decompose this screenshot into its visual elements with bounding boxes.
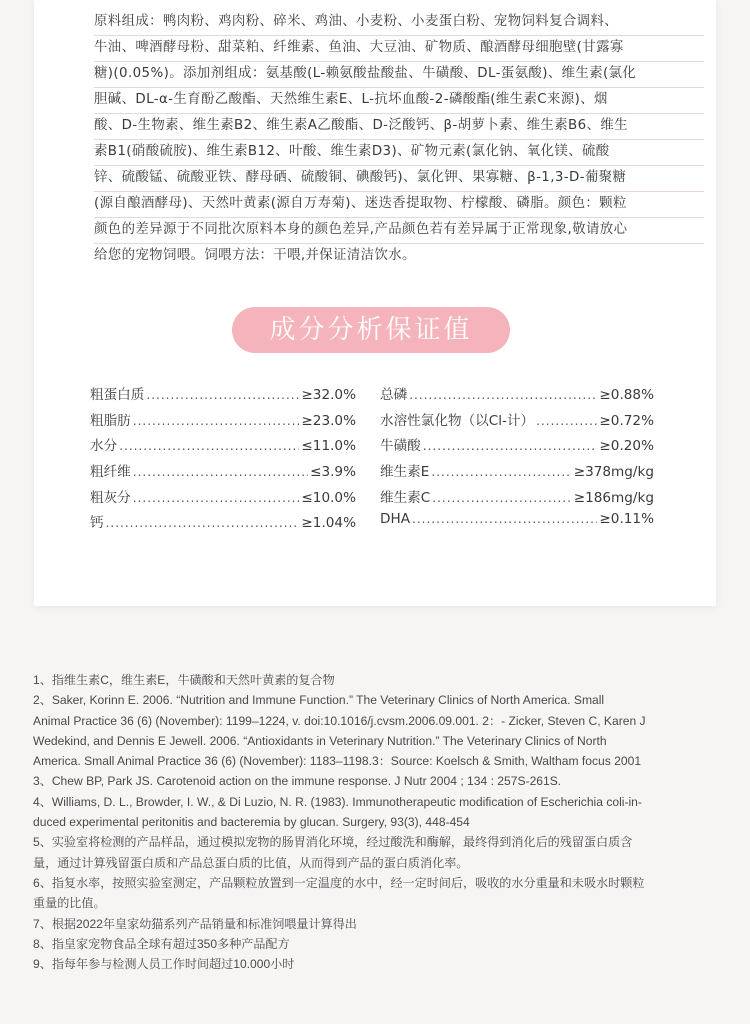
analysis-value: ≥186mg/kg — [573, 489, 654, 506]
dot-leader — [133, 414, 300, 428]
footnote-line: 量，通过计算残留蛋白质和产品总蛋白质的比值，从而得到产品的蛋白质消化率。 — [33, 855, 469, 870]
analysis-value: ≥0.11% — [599, 511, 654, 528]
analysis-row — [380, 383, 654, 409]
analysis-row — [380, 460, 654, 486]
analysis-name: 粗纤维 — [90, 464, 131, 481]
ingredients-line: 糖)(0.05%)。添加剂组成：氨基酸(L-赖氨酸盐酸盐、牛磺酸、DL-蛋氨酸)、维生素(氯化 — [94, 62, 704, 88]
dot-leader — [106, 516, 300, 530]
analysis-value: ≥1.04% — [301, 515, 356, 532]
footnote-line: Wedekind, and Dennis E Jewell. 2006. “Antioxidants in Veterinary Nutrition.” The Veterinary Clinics of North — [33, 733, 607, 748]
footnote-line: 1、指维生素C，维生素E，牛磺酸和天然叶黄素的复合物 — [33, 673, 335, 687]
analysis-row — [380, 434, 654, 460]
analysis-value: ≤10.0% — [301, 489, 356, 506]
footnotes — [33, 670, 723, 974]
analysis-row — [380, 486, 654, 512]
footnote-line: 8、指皇家宠物食品全球有超过350多种产品配方 — [33, 936, 290, 951]
analysis-row — [90, 460, 356, 486]
footnote-line: 9、指每年参与检测人员工作时间超过10.000小时 — [33, 957, 295, 972]
dot-leader — [536, 414, 597, 428]
analysis-name: 水分 — [90, 438, 118, 455]
footnote-line: 重量的比值。 — [33, 896, 106, 911]
footnote-line: America. Small Animal Practice 36 (6) (November): 1183–1198.3：Source: Koelsch & Smith, Waltham focus 2001 — [33, 754, 642, 769]
analysis-name: 维生素C — [380, 489, 431, 506]
ingredients-line: 颜色的差异源于不同批次原料本身的颜色差异,产品颜色若有差异属于正常现象,敬请放心 — [94, 218, 704, 244]
ingredients-line: 牛油、啤酒酵母粉、甜菜粕、纤维素、鱼油、大豆油、矿物质、酿酒酵母细胞壁(甘露寡 — [94, 36, 704, 62]
analysis-row — [90, 434, 356, 460]
ingredients-card — [34, 0, 716, 606]
analysis-column-left — [90, 383, 356, 537]
ingredients-line: 锌、硫酸锰、硫酸亚铁、酵母硒、硫酸铜、碘酸钙)、氯化钾、果寡糖、β-1,3-D-葡聚糖 — [94, 166, 704, 192]
dot-leader — [133, 465, 308, 479]
ingredients-line: 酸、D-生物素、维生素B2、维生素A乙酸酯、D-泛酸钙、β-胡萝卜素、维生素B6、维生 — [94, 114, 704, 140]
section-title-pill: 成分分析保证值 — [232, 307, 510, 353]
footnote-line: 5、实验室将检测的产品样品，通过模拟宠物的肠胃消化环境，经过酸洗和酶解，最终得到消化后的残留蛋白质含 — [33, 835, 633, 850]
analysis-value: ≥378mg/kg — [573, 464, 654, 481]
footnote-line: 2、Saker, Korinn E. 2006. “Nutrition and Immune Function.” The Veterinary Clinics of North America. Small — [33, 693, 605, 708]
footnote-line: 6、指复水率，按照实验室测定，产品颗粒放置到一定温度的水中，经一定时间后，吸收的水分重量和未吸水时颗粒 — [33, 875, 645, 890]
analysis-value: ≥0.72% — [599, 412, 654, 429]
analysis-value: ≤11.0% — [301, 438, 356, 455]
analysis-row — [90, 409, 356, 435]
analysis-row — [380, 511, 654, 537]
analysis-value: ≥23.0% — [301, 412, 356, 429]
footnote-line: duced experimental peritonitis and bacteremia by glucan. Surgery, 93(3), 448-454 — [33, 815, 470, 830]
dot-leader — [412, 512, 597, 526]
analysis-row — [90, 486, 356, 512]
ingredients-line: 胆碱、DL-α-生育酚乙酸酯、天然维生素E、L-抗坏血酸-2-磷酸酯(维生素C来源)、烟 — [94, 88, 704, 114]
analysis-name: 水溶性氯化物（以Cl-计） — [380, 412, 535, 429]
dot-leader — [409, 388, 597, 402]
analysis-row — [380, 409, 654, 435]
analysis-name: 粗蛋白质 — [90, 387, 145, 403]
analysis-value: ≥0.20% — [599, 438, 654, 455]
footnote-line: 7、根据2022年皇家幼猫系列产品销量和标准饲喂量计算得出 — [33, 916, 357, 931]
ingredients-text — [94, 10, 704, 270]
ingredients-line: 原料组成：鸭肉粉、鸡肉粉、碎米、鸡油、小麦粉、小麦蛋白粉、宠物饲料复合调料、 — [94, 10, 704, 36]
dot-leader — [432, 491, 571, 505]
analysis-value: ≤3.9% — [310, 464, 356, 481]
analysis-row — [90, 383, 356, 409]
footnote-line: 4、Williams, D. L., Browder, I. W., & Di Luzio, N. R. (1983). Immunotherapeutic modification of Escherichia coli-in- — [33, 794, 642, 809]
ingredients-line: (源自酿酒酵母)、天然叶黄素(源自万寿菊)、迷迭香提取物、柠檬酸、磷脂。颜色：颗粒 — [94, 192, 704, 218]
analysis-name: 牛磺酸 — [380, 438, 421, 455]
analysis-name: 总磷 — [380, 387, 408, 403]
analysis-row — [90, 511, 356, 537]
analysis-name: DHA — [380, 511, 410, 528]
analysis-value: ≥32.0% — [301, 387, 356, 403]
analysis-column-right — [380, 383, 654, 537]
analysis-name: 粗脂肪 — [90, 412, 131, 429]
analysis-name: 钙 — [90, 515, 104, 532]
analysis-name: 粗灰分 — [90, 489, 131, 506]
ingredients-line: 素B1(硝酸硫胺)、维生素B12、叶酸、维生素D3)、矿物元素(氯化钠、氧化镁、硫酸 — [94, 140, 704, 166]
footnote-line: Animal Practice 36 (6) (November): 1199–1224, v. doi:10.1016/j.cvsm.2006.09.001. 2：- Zicker, Steven C, Karen J — [33, 713, 646, 728]
dot-leader — [423, 439, 598, 453]
footnote-line: 3、Chew BP, Park JS. Carotenoid action on the immune response. J Nutr 2004 ; 134 : 257S-261S. — [33, 774, 562, 789]
ingredients-line: 给您的宠物饲喂。饲喂方法：干喂,并保证清洁饮水。 — [94, 248, 416, 263]
analysis-value: ≥0.88% — [599, 387, 654, 403]
dot-leader — [146, 388, 299, 402]
analysis-name: 维生素E — [380, 464, 430, 481]
dot-leader — [133, 491, 300, 505]
dot-leader — [119, 439, 299, 453]
dot-leader — [431, 465, 571, 479]
